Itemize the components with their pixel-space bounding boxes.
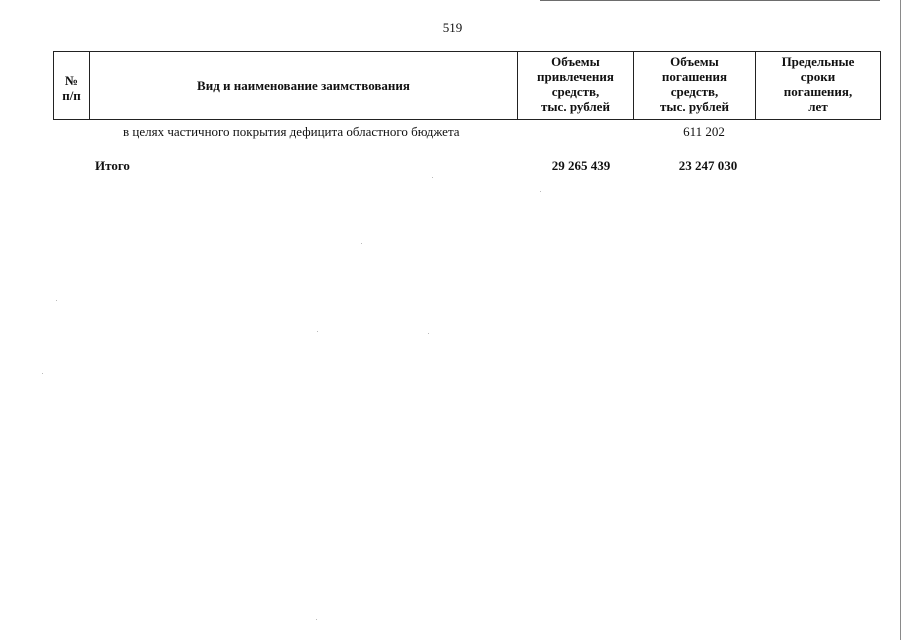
scan-speck	[317, 331, 318, 332]
row-repay: 611 202	[683, 124, 725, 139]
header-terms: Предельные сроки погашения, лет	[781, 54, 855, 114]
header-num: № п/п	[54, 52, 90, 119]
total-label: Итого	[95, 158, 130, 173]
scan-right-edge-line	[900, 0, 901, 640]
scan-speck	[316, 619, 317, 620]
scan-speck	[56, 300, 57, 301]
page-number: 519	[442, 20, 463, 35]
header-repay: Объемы погашения средств, тыс. рублей	[634, 52, 756, 119]
scan-top-edge-line	[540, 0, 880, 1]
table-header	[53, 51, 881, 120]
row-name: в целях частичного покрытия дефицита областного бюджета	[123, 124, 460, 139]
scan-speck	[361, 243, 362, 244]
header-attract: Объемы привлечения средств, тыс. рублей	[518, 52, 634, 119]
scan-speck	[432, 177, 433, 178]
scan-speck	[540, 191, 541, 192]
total-repay: 23 247 030	[678, 158, 738, 173]
scan-speck	[428, 333, 429, 334]
total-attract: 29 265 439	[551, 158, 611, 173]
scan-speck	[42, 373, 43, 374]
header-name: Вид и наименование заимствования	[90, 52, 518, 119]
